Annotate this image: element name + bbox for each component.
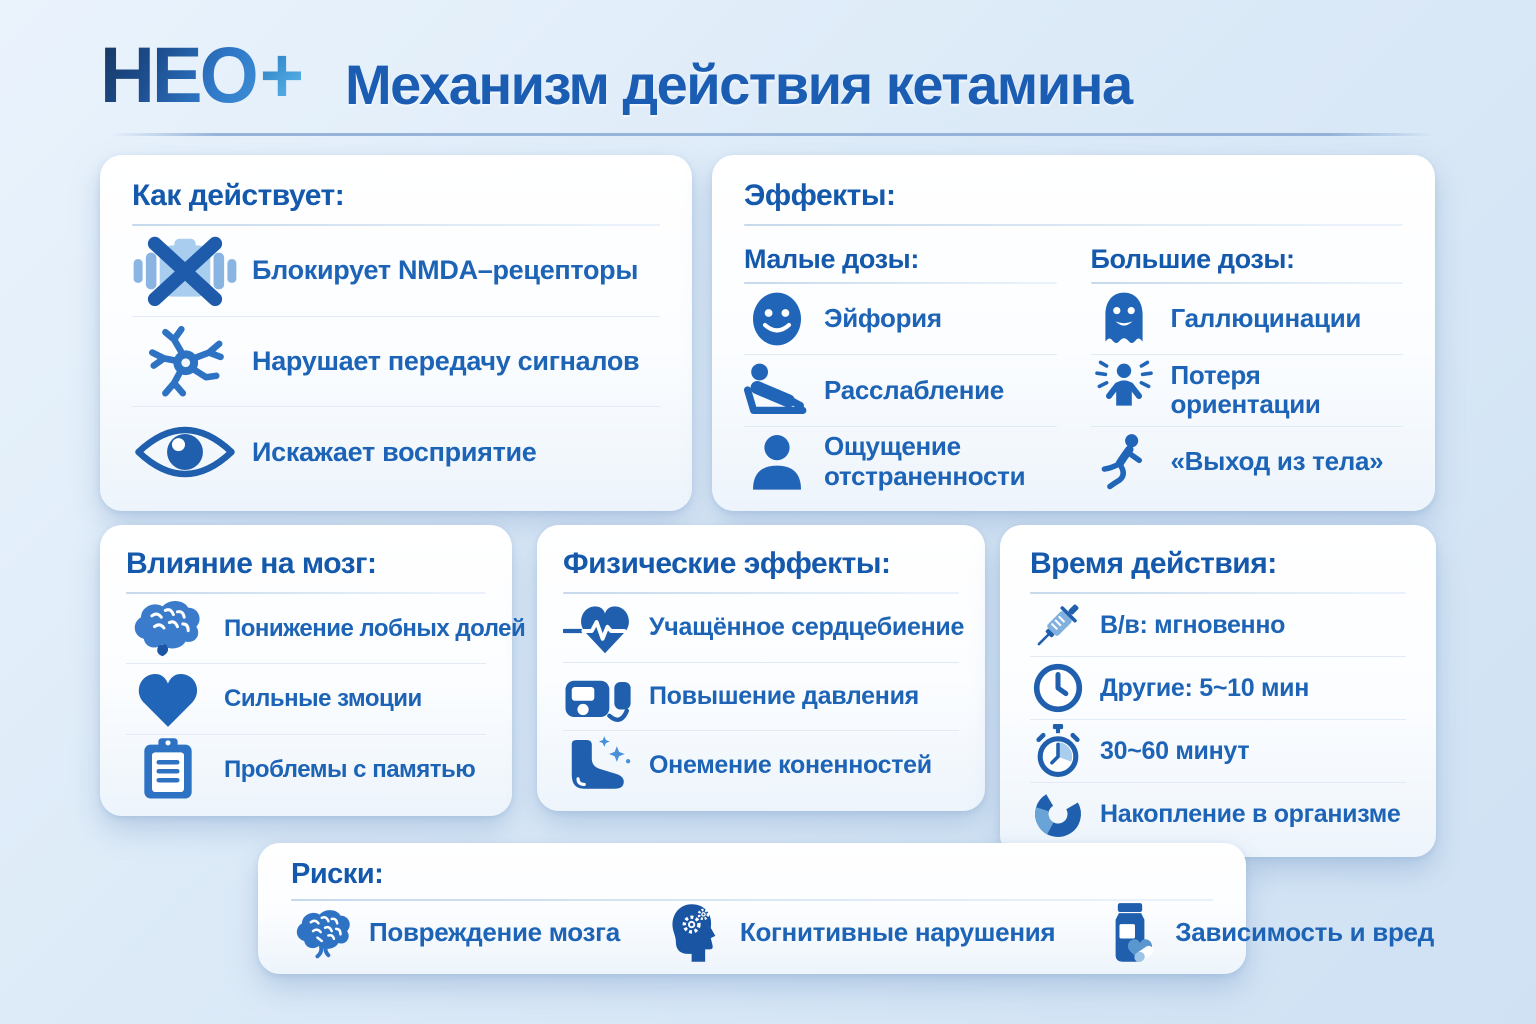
list-item <box>1091 284 1404 354</box>
ghost-icon <box>1091 289 1157 349</box>
heart-pulse-icon <box>563 595 635 661</box>
item-label: Потеря ориентации <box>1170 359 1321 420</box>
how-items <box>132 226 660 497</box>
blood-pressure-icon <box>563 664 635 730</box>
item-label: Когнитивные нарушения <box>739 916 1056 947</box>
item-label: 30~60 минут <box>1100 736 1250 765</box>
column-subtitle: Малые дозы: <box>744 244 1057 284</box>
out-of-body-icon <box>1091 432 1157 492</box>
clock-icon <box>1030 660 1086 716</box>
item-label: В/в: мгновенно <box>1100 610 1286 639</box>
small-dose-items <box>744 284 1057 497</box>
list-item <box>132 406 660 497</box>
stopwatch-icon <box>1030 723 1086 779</box>
item-label: Расслабление <box>824 374 1004 405</box>
pill-bottle-icon <box>1097 902 1163 964</box>
neo-plus-logo <box>100 31 302 120</box>
card-title: Физические эффекты: <box>563 547 959 594</box>
item-label: Блокирует NMDA–рецепторы <box>252 255 639 286</box>
list-item <box>1030 594 1406 656</box>
smiley-icon <box>744 289 810 349</box>
list-item <box>1030 656 1406 719</box>
header-divider <box>110 133 1435 136</box>
item-label: Проблемы с памятью <box>224 755 476 783</box>
person-icon <box>744 432 810 492</box>
eye-icon <box>132 412 238 492</box>
donut-chart-icon <box>1030 786 1086 842</box>
list-item <box>1030 719 1406 782</box>
list-item <box>1091 354 1404 425</box>
list-item <box>126 594 526 663</box>
list-item <box>563 662 959 731</box>
reclining-person-icon <box>744 360 810 420</box>
large-dose-items <box>1091 284 1404 497</box>
effects-columns <box>744 244 1403 497</box>
brain-icon <box>126 597 210 661</box>
card-duration <box>1000 525 1436 857</box>
item-label: Онемение коненностей <box>649 750 932 779</box>
clipboard-icon <box>126 737 210 801</box>
list-item <box>291 902 620 964</box>
list-item <box>662 902 1055 964</box>
list-item <box>126 663 486 733</box>
item-label: Накопление в организме <box>1100 799 1401 828</box>
card-effects <box>712 155 1435 511</box>
item-label: Сильные змоции <box>224 685 422 713</box>
list-item <box>563 730 959 799</box>
list-item <box>132 316 660 407</box>
card-how-it-works <box>100 155 692 511</box>
list-item <box>132 226 660 316</box>
card-title: Эффекты: <box>744 179 1403 226</box>
card-brain-influence <box>100 525 526 816</box>
list-item <box>126 734 486 804</box>
damaged-brain-icon <box>291 902 357 964</box>
logo-plus-icon: + <box>259 31 302 120</box>
column-subtitle: Большие дозы: <box>1091 244 1404 284</box>
physical-items <box>563 594 965 799</box>
item-label: Искажает восприятие <box>252 436 537 467</box>
list-item <box>563 594 965 662</box>
item-label: Повышение давления <box>649 682 919 711</box>
column-small-doses <box>744 244 1057 497</box>
list-item <box>744 354 1057 425</box>
page-title: Механизм действия кетамина <box>345 53 1132 116</box>
neuron-icon <box>132 322 238 402</box>
item-label: Другие: 5~10 мин <box>1100 673 1310 702</box>
item-label: Понижение лобных долей <box>224 614 526 642</box>
item-label: Зависимость и вред <box>1175 916 1434 947</box>
item-label: Эйфория <box>824 303 942 334</box>
list-item <box>1030 782 1406 845</box>
item-label: Галлюцинации <box>1170 303 1362 334</box>
duration-items <box>1030 594 1406 845</box>
list-item <box>744 284 1057 354</box>
receptor-blocked-icon <box>132 231 238 311</box>
numb-foot-icon <box>563 732 635 798</box>
item-label: Ощущение отстраненности <box>824 430 1026 491</box>
list-item <box>1091 426 1404 497</box>
item-label: Учащённое сердцебиение <box>649 613 965 642</box>
card-title: Риски: <box>291 858 1213 901</box>
risk-items <box>291 901 1434 964</box>
logo-text: НЕО <box>100 31 256 120</box>
item-label: Повреждение мозга <box>369 916 620 947</box>
list-item <box>744 426 1057 497</box>
head-gears-icon <box>662 902 728 964</box>
column-large-doses <box>1091 244 1404 497</box>
item-label: Нарушает передачу сигналов <box>252 345 640 376</box>
heart-icon <box>126 667 210 731</box>
card-title: Как действует: <box>132 179 660 226</box>
card-risks <box>258 843 1434 974</box>
card-physical-effects <box>537 525 985 811</box>
list-item <box>1097 902 1434 964</box>
syringe-icon <box>1030 597 1086 653</box>
item-label: «Выход из тела» <box>1170 445 1384 476</box>
brain-items <box>126 594 526 804</box>
disoriented-person-icon <box>1091 360 1157 420</box>
card-title: Влияние на мозг: <box>126 547 486 594</box>
card-title: Время действия: <box>1030 547 1406 594</box>
